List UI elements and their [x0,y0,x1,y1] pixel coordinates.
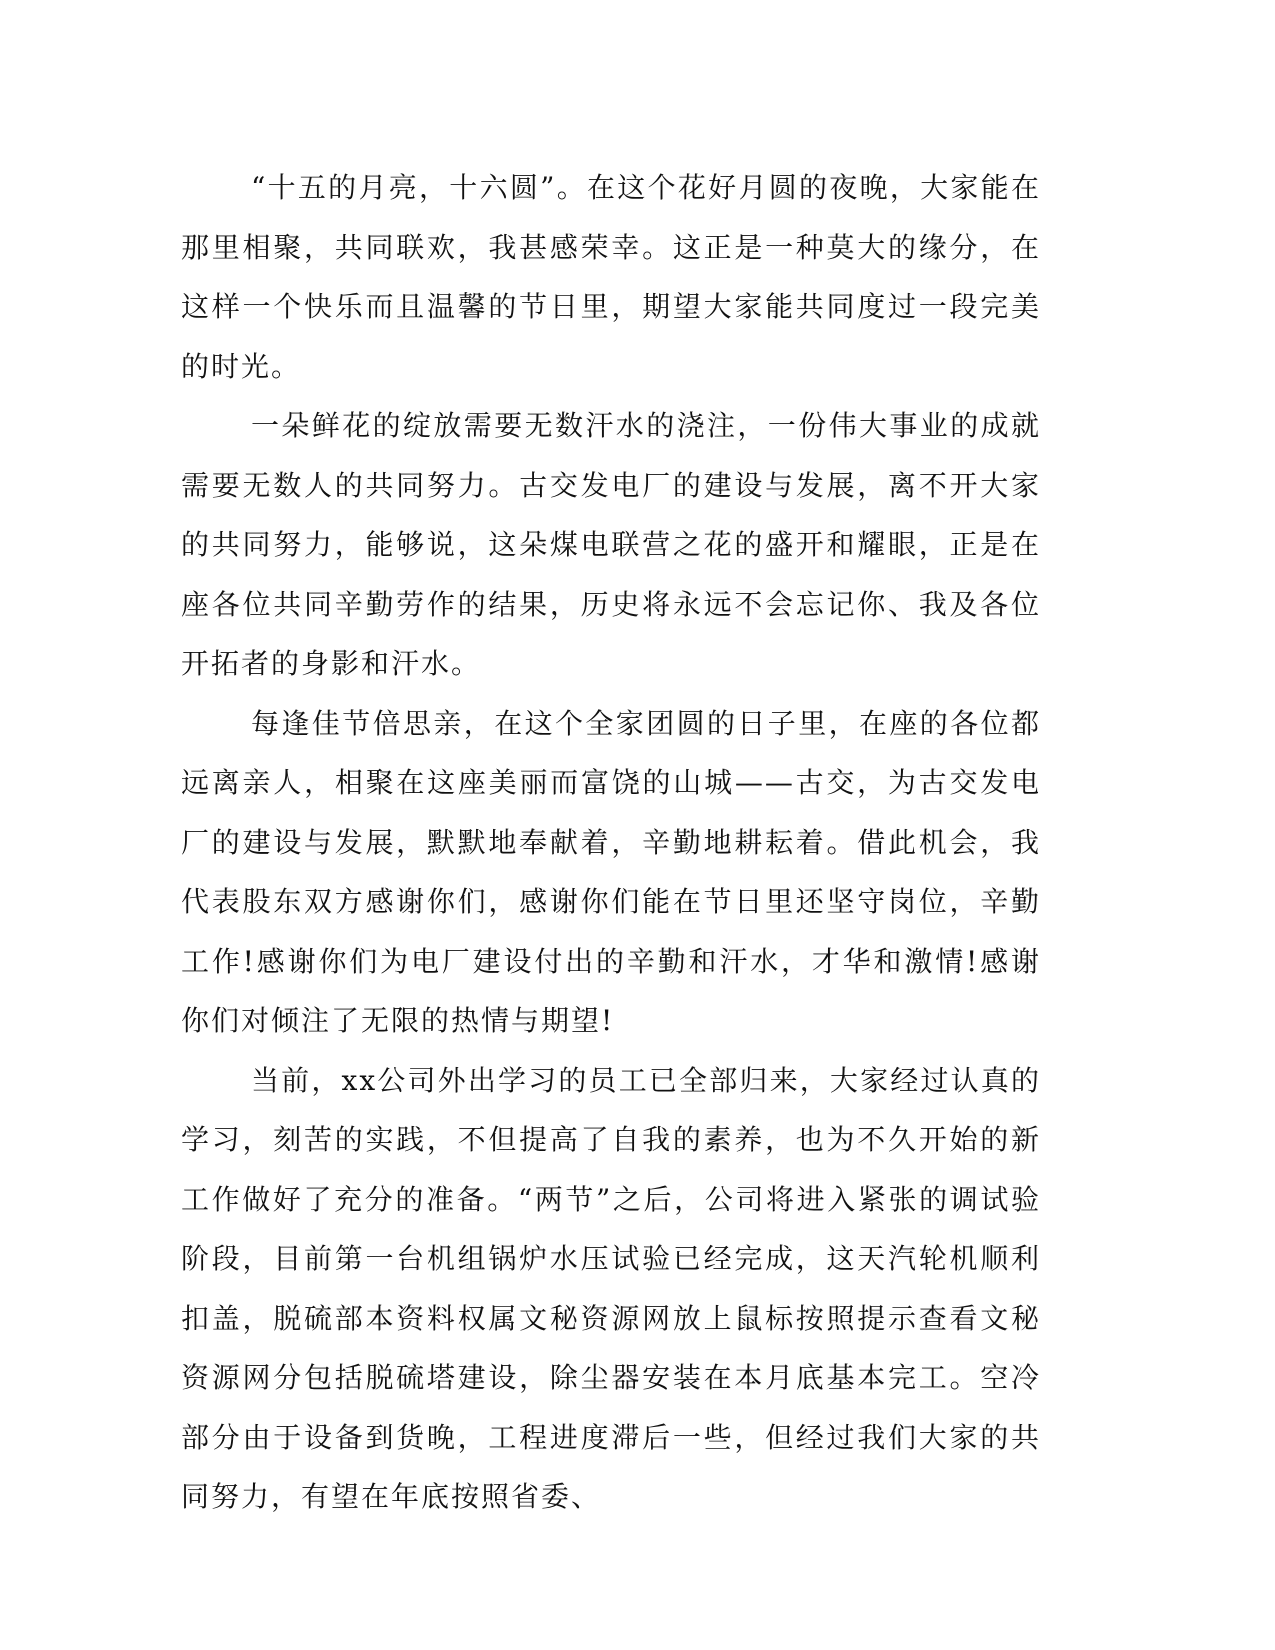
paragraph-1: “十五的月亮，十六圆”。在这个花好月圆的夜晚，大家能在那里相聚，共同联欢，我甚感荣幸。这正是一种莫大的缘分，在这样一个快乐而且温馨的节日里，期望大家能共同度过一段完美的时光。 [181,171,1041,383]
paragraph-4: 当前，xx公司外出学习的员工已全部归来，大家经过认真的学习，刻苦的实践，不但提高了自我的素养，也为不久开始的新工作做好了充分的准备。“两节”之后，公司将进入紧张的调试验阶段，目前第一台机组锅炉水压试验已经完成，这天汽轮机顺利扣盖，脱硫部本资料权属文秘资源网放上鼠标按照提示查看文秘资源网分包括脱硫塔建设，除尘器安装在本月底基本完工。空冷部分由于设备到货晚，工程进度滞后一些，但经过我们大家的共同努力，有望在年底按照省委、 [181,1063,1041,1513]
paragraph-3: 每逢佳节倍思亲，在这个全家团圆的日子里，在座的各位都远离亲人，相聚在这座美丽而富饶的山城——古交，为古交发电厂的建设与发展，默默地奉献着，辛勤地耕耘着。借此机会，我代表股东双方感谢你们，感谢你们能在节日里还坚守岗位，辛勤工作!感谢你们为电厂建设付出的辛勤和汗水，才华和激情!感谢你们对倾注了无限的热情与期望! [181,706,1041,1037]
paragraph-2: 一朵鲜花的绽放需要无数汗水的浇注，一份伟大事业的成就需要无数人的共同努力。古交发电厂的建设与发展，离不开大家的共同努力，能够说，这朵煤电联营之花的盛开和耀眼，正是在座各位共同辛勤劳作的结果，历史将永远不会忘记你、我及各位开拓者的身影和汗水。 [181,409,1041,680]
document-body [181,158,1041,1527]
